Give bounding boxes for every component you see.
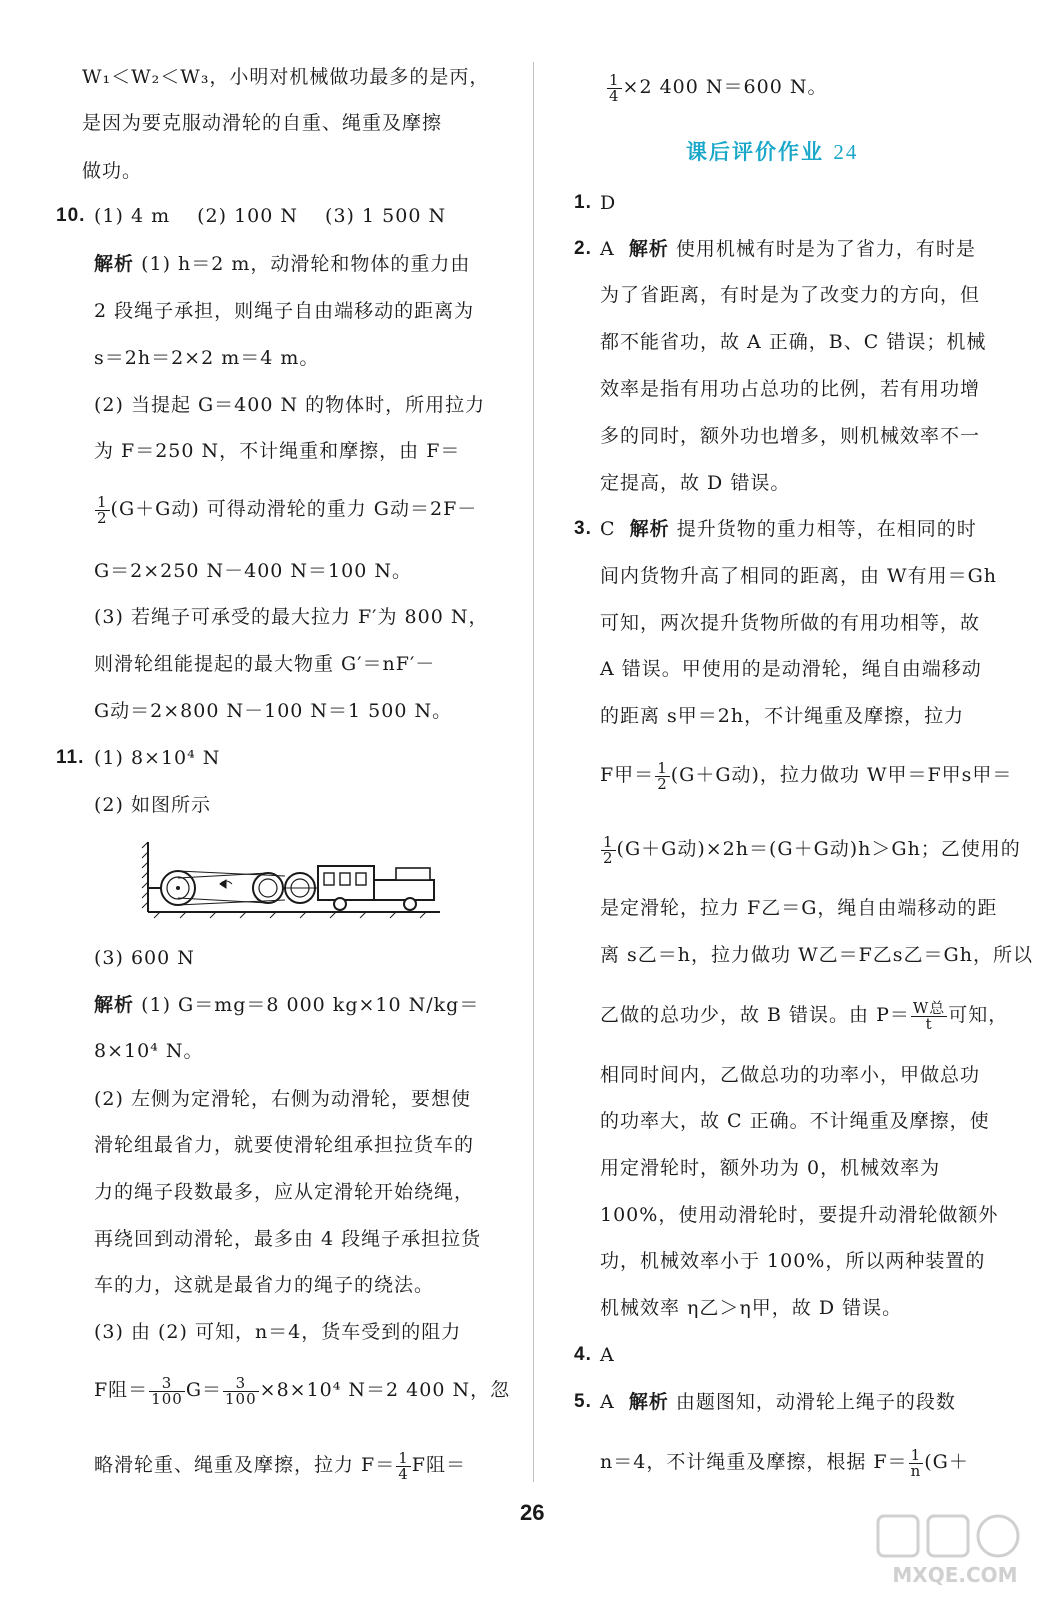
analysis-line: A 解析 由题图知，动滑轮上绳子的段数 bbox=[600, 1391, 956, 1413]
analysis-tag: 解析 bbox=[94, 994, 135, 1016]
text-line: 力的绳子段数最多，应从定滑轮开始绕绳， bbox=[94, 1181, 475, 1203]
text-line: G＝2×250 N－400 N＝100 N。 bbox=[94, 560, 412, 582]
page-number: 26 bbox=[520, 1500, 545, 1525]
formula-line: n＝4，不计绳重及摩擦，根据 F＝ $\frac{1}{n}$ (G＋ bbox=[600, 1445, 969, 1480]
analysis-tag: 解析 bbox=[94, 253, 135, 275]
analysis-line: 解析 (1) h＝2 m，动滑轮和物体的重力由 bbox=[94, 253, 471, 275]
text-line: 的功率大，故 C 正确。不计绳重及摩擦，使 bbox=[600, 1110, 990, 1132]
analysis-tag: 解析 bbox=[629, 518, 670, 540]
text-line: 做功。 bbox=[82, 160, 143, 182]
analysis-line: C 解析 提升货物的重力相等，在相同的时 bbox=[600, 518, 977, 540]
analysis-tag: 解析 bbox=[628, 1391, 669, 1413]
fraction: $\frac{1}{4}$ bbox=[398, 1448, 409, 1483]
question-number: 3. bbox=[574, 518, 592, 539]
formula-line: $\frac{1}{2}$ (G＋G动) 可得动滑轮的重力 G动＝2F－ bbox=[97, 492, 478, 527]
formula-line: F甲＝ $\frac{1}{2}$ (G＋G动)，拉力做功 W甲＝F甲s甲＝ bbox=[600, 758, 1013, 793]
watermark-text: MXQE.COM bbox=[892, 1563, 1018, 1587]
formula-line: F阻＝ $\frac{3}{100}$ G＝ $\frac{3}{100}$ ×8×10⁴ N＝2 400 N，忽 bbox=[94, 1373, 511, 1408]
text-line: s＝2h＝2×2 m＝4 m。 bbox=[94, 347, 320, 369]
question-number: 11. bbox=[56, 747, 85, 768]
text-line: (2) 当提起 G＝400 N 的物体时，所用拉力 bbox=[94, 394, 486, 416]
text-line: 滑轮组最省力，就要使滑轮组承担拉货车的 bbox=[94, 1134, 475, 1156]
text-line: (3) 若绳子可承受的最大拉力 F′为 800 N， bbox=[94, 606, 489, 628]
text-line: (3) 由 (2) 可知，n＝4，货车受到的阻力 bbox=[94, 1321, 462, 1343]
text-line: 的距离 s甲＝2h，不计绳重及摩擦，拉力 bbox=[600, 705, 965, 727]
text-line: 2 段绳子承担，则绳子自由端移动的距离为 bbox=[94, 300, 475, 322]
fraction: $\frac{1}{2}$ bbox=[603, 832, 614, 867]
text-line: 再绕回到动滑轮，最多由 4 段绳子承担拉货 bbox=[94, 1228, 482, 1250]
text-line: 可知，两次提升货物所做的有用功相等，故 bbox=[600, 612, 981, 634]
text-line: A 错误。甲使用的是动滑轮，绳自由端移动 bbox=[600, 658, 982, 680]
formula-line: $\frac{1}{4}$ ×2 400 N＝600 N。 bbox=[609, 70, 828, 105]
text-line: 100%，使用动滑轮时，要提升动滑轮做额外 bbox=[600, 1204, 999, 1226]
text-line: 是因为要克服动滑轮的自重、绳重及摩擦 bbox=[82, 112, 443, 134]
text-line: 用定滑轮时，额外功为 0，机械效率为 bbox=[600, 1157, 941, 1179]
question-number: 10. bbox=[56, 205, 86, 226]
fraction: $\frac{3}{100}$ bbox=[225, 1373, 257, 1408]
fraction: $\frac{1}{2}$ bbox=[97, 492, 108, 527]
pulley-truck-figure bbox=[140, 838, 450, 920]
answer-line: (1) 8×10⁴ N bbox=[94, 747, 221, 769]
text-line: G动＝2×800 N－100 N＝1 500 N。 bbox=[94, 700, 453, 722]
text-line: 多的同时，额外功也增多，则机械效率不一 bbox=[600, 425, 981, 447]
fraction: $\frac{\text{W总}}{t}$ bbox=[912, 998, 946, 1033]
text-line: 效率是指有用功占总功的比例，若有用功增 bbox=[600, 378, 981, 400]
text-line: 间内货物升高了相同的距离，由 W有用＝Gh bbox=[600, 565, 997, 587]
analysis-line: A 解析 使用机械有时是为了省力，有时是 bbox=[600, 238, 976, 260]
formula-line: 略滑轮重、绳重及摩擦，拉力 F＝ $\frac{1}{4}$ F阻＝ bbox=[94, 1448, 466, 1483]
text-line: 离 s乙＝h，拉力做功 W乙＝F乙s乙＝Gh，所以 bbox=[600, 944, 1033, 966]
fraction: $\frac{3}{100}$ bbox=[151, 1373, 183, 1408]
text-line: 为了省距离，有时是为了改变力的方向，但 bbox=[600, 284, 981, 306]
fraction: $\frac{1}{4}$ bbox=[609, 70, 620, 105]
text-line: (2) 左侧为定滑轮，右侧为动滑轮，要想使 bbox=[94, 1088, 471, 1110]
text-line: 则滑轮组能提起的最大物重 G′＝nF′－ bbox=[94, 653, 436, 675]
formula-line: 乙做的总功少，故 B 错误。由 P＝ $\frac{\text{W总}}{t}$ 可知， bbox=[600, 998, 1009, 1033]
text-line: 是定滑轮，拉力 F乙＝G，绳自由端移动的距 bbox=[600, 897, 998, 919]
text-line: W₁＜W₂＜W₃，小明对机械做功最多的是丙， bbox=[82, 66, 490, 88]
analysis-line: 解析 (1) G＝mg＝8 000 kg×10 N/kg＝ bbox=[94, 994, 480, 1016]
section-title: 课后评价作业 24 bbox=[686, 140, 859, 164]
fraction: $\frac{1}{2}$ bbox=[657, 758, 668, 793]
question-number: 2. bbox=[574, 238, 592, 259]
answer-line: A bbox=[600, 1344, 615, 1366]
formula-line: $\frac{1}{2}$ (G＋G动)×2h＝(G＋G动)h＞Gh；乙使用的 bbox=[603, 832, 1021, 867]
text-line: 都不能省功，故 A 正确，B、C 错误；机械 bbox=[600, 331, 987, 353]
watermark-logo bbox=[870, 1510, 1040, 1590]
text-line: 功，机械效率小于 100%，所以两种装置的 bbox=[600, 1250, 986, 1272]
column-divider bbox=[533, 62, 534, 1482]
text-line: 8×10⁴ N。 bbox=[94, 1040, 204, 1062]
text-line: 定提高，故 D 错误。 bbox=[600, 472, 791, 494]
question-number: 4. bbox=[574, 1344, 592, 1365]
question-number: 5. bbox=[574, 1391, 592, 1412]
answer-line: (2) 如图所示 bbox=[94, 794, 211, 816]
answer-line: D bbox=[600, 192, 617, 214]
question-number: 1. bbox=[574, 192, 592, 213]
answer-line: (3) 600 N bbox=[94, 947, 195, 969]
text-line: 车的力，这就是最省力的绳子的绕法。 bbox=[94, 1274, 435, 1296]
answer-line: (1) 4 m (2) 100 N (3) 1 500 N bbox=[94, 205, 447, 227]
analysis-tag: 解析 bbox=[628, 238, 669, 260]
fraction: $\frac{1}{n}$ bbox=[910, 1445, 922, 1480]
text-line: 相同时间内，乙做总功的功率小，甲做总功 bbox=[600, 1064, 981, 1086]
text-line: 机械效率 η乙＞η甲，故 D 错误。 bbox=[600, 1297, 903, 1319]
text-line: 为 F＝250 N，不计绳重和摩擦，由 F＝ bbox=[94, 440, 461, 462]
